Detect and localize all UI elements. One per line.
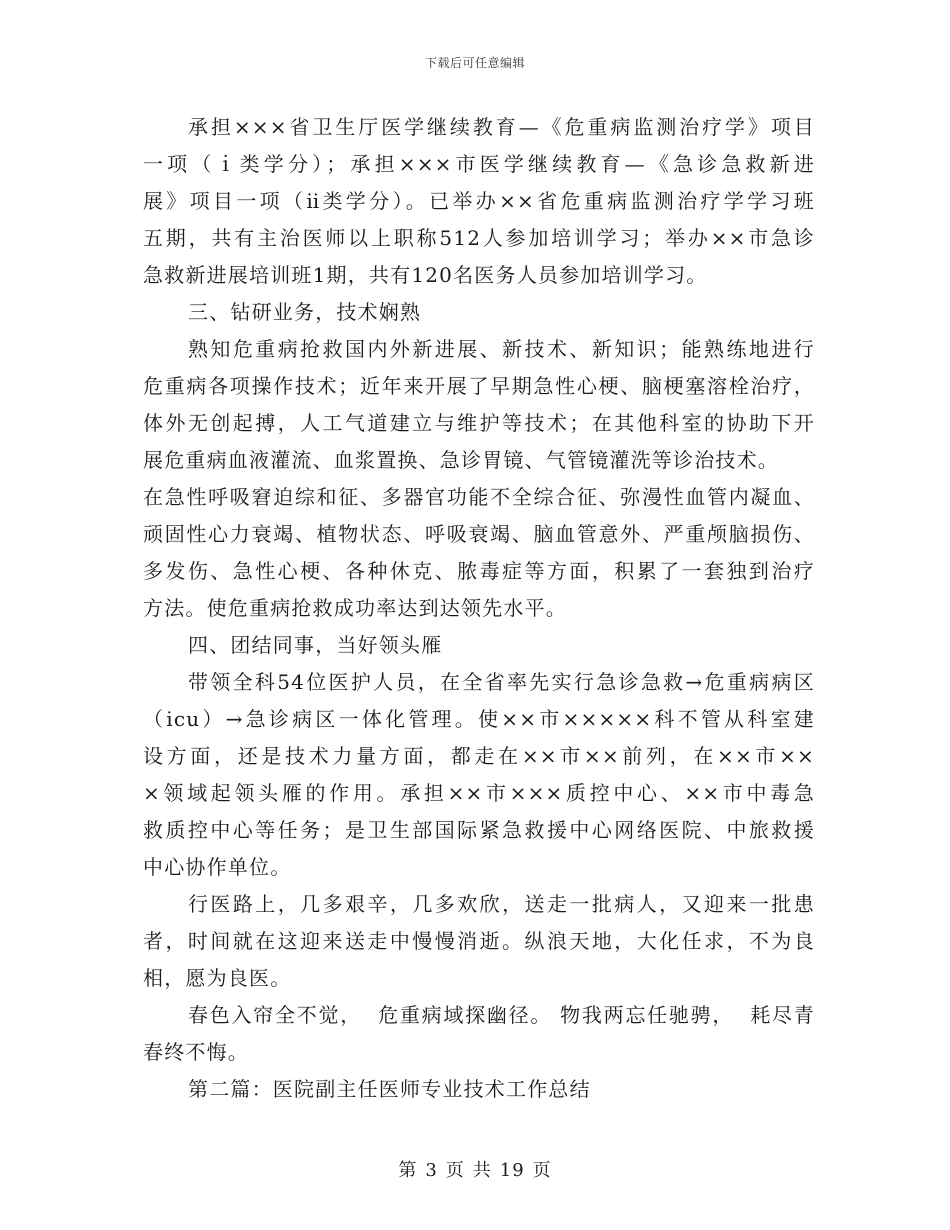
body-text [143, 109, 815, 1108]
footer-total-word: 共 [472, 1160, 492, 1181]
page-footer [0, 1156, 950, 1182]
text-line: 在急性呼吸窘迫综和征、多器官功能不全综合征、弥漫性血管内凝血、 [143, 485, 815, 509]
text-line: 中心协作单位。 [143, 855, 292, 879]
text-line: ×领域起领头雁的作用。承担××市×××质控中心、××市中毒急 [143, 781, 815, 805]
text-line: 者，时间就在这迎来送走中慢慢消逝。纵浪天地，大化任求，不为良 [143, 929, 815, 953]
text-line: 方法。使危重病抢救成功率达到达领先水平。 [143, 596, 567, 620]
page-number: 3 [425, 1160, 438, 1181]
text-line: 五期，共有主治医师以上职称512人参加培训学习；举办××市急诊 [143, 226, 815, 250]
text-line: 多发伤、急性心梗、各种休克、脓毒症等方面，积累了一套独到治疗 [143, 559, 815, 583]
footer-suffix: 页 [532, 1160, 552, 1181]
page-total: 19 [499, 1160, 525, 1181]
text-line: 相，愿为良医。 [143, 966, 292, 990]
section-heading: 三、钻研业务，技术娴熟 [188, 300, 422, 324]
text-line: 熟知危重病抢救国内外新进展、新技术、新知识；能熟练地进行 [188, 337, 815, 361]
text-line: 体外无创起搏，人工气道建立与维护等技术；在其他科室的协助下开 [143, 411, 815, 435]
poem-line: 春色入帘全不觉， 危重病域探幽径。 物我两忘任驰骋， 耗尽青 [188, 1003, 815, 1027]
section-heading: 四、团结同事，当好领头雁 [188, 633, 443, 657]
text-line: 展危重病血液灌流、血浆置换、急诊胃镜、气管镜灌洗等诊治技术。 [143, 448, 779, 472]
footer-page-word: 页 [445, 1160, 465, 1181]
text-line: 承担×××省卫生厅医学继续教育—《危重病监测治疗学》项目 [188, 115, 815, 139]
text-line: 展》项目一项（ⅱ类学分）。已举办××省危重病监测治疗学学习班 [143, 189, 815, 213]
text-line: 一项（ｉ类学分）；承担×××市医学继续教育—《急诊急救新进 [143, 152, 815, 176]
text-line: 行医路上，几多艰辛，几多欢欣，送走一批病人，又迎来一批患 [188, 892, 815, 916]
text-line: 带领全科54位医护人员，在全省率先实行急诊急救→危重病病区 [188, 670, 815, 694]
text-line: 设方面，还是技术力量方面，都走在××市××前列，在××市×× [143, 744, 815, 768]
poem-line: 春终不悔。 [143, 1040, 249, 1064]
text-line: 顽固性心力衰竭、植物状态、呼吸衰竭、脑血管意外、严重颅脑损伤、 [143, 522, 815, 546]
page-header: 下载后可任意编辑 [424, 56, 525, 70]
footer-prefix: 第 [398, 1160, 418, 1181]
text-line: （icu）→急诊病区一体化管理。使××市×××××科不管从科室建 [143, 707, 815, 731]
text-line: 危重病各项操作技术；近年来开展了早期急性心梗、脑梗塞溶栓治疗， [143, 374, 815, 398]
text-line: 急救新进展培训班1期，共有120名医务人员参加培训学习。 [143, 263, 708, 287]
text-line: 救质控中心等任务；是卫生部国际紧急救援中心网络医院、中旅救援 [143, 818, 815, 842]
chapter-heading: 第二篇：医院副主任医师专业技术工作总结 [188, 1077, 591, 1101]
